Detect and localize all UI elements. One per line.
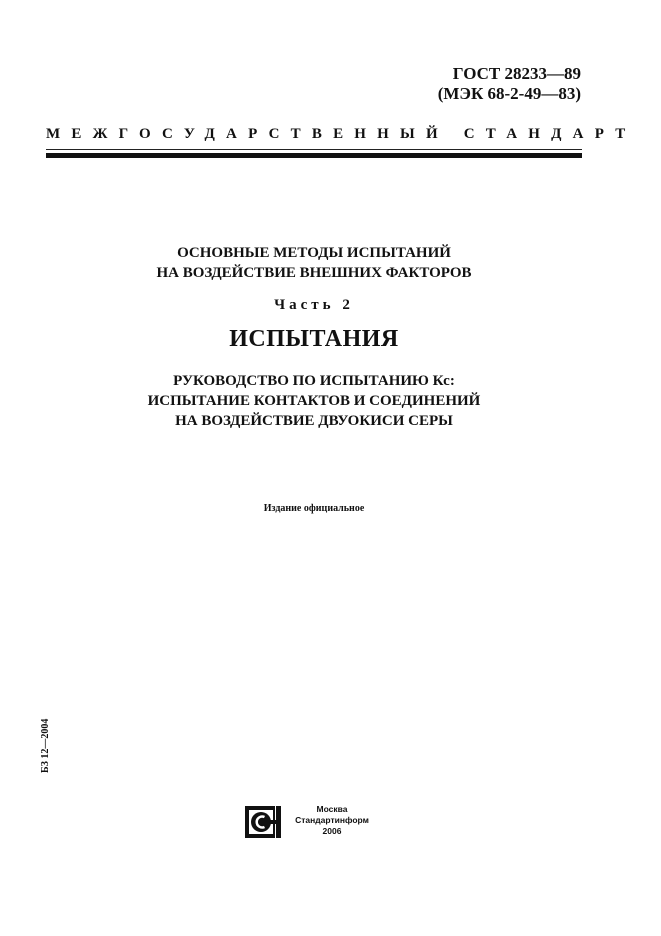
document-title [46,243,582,283]
iec-reference: (МЭК 68-2-49—83) [437,84,581,103]
standard-type-heading: МЕЖГОСУДАРСТВЕННЫЙ СТАНДАРТ [46,126,637,142]
document-subtitle [46,371,582,431]
subtitle-line-1: РУКОВОДСТВО ПО ИСПЫТАНИЮ Кс: [173,373,455,389]
imprint [287,804,377,837]
publisher-city: Москва [316,804,348,814]
document-designation [438,64,581,104]
title-line-1: ОСНОВНЫЕ МЕТОДЫ ИСПЫТАНИЙ [177,245,451,261]
title-line-2: НА ВОЗДЕЙСТВИЕ ВНЕШНИХ ФАКТОРОВ [156,265,472,281]
publisher-year: 2006 [322,826,342,836]
edition-label: Издание официальное [263,503,365,514]
gost-number: ГОСТ 28233—89 [452,64,581,83]
side-code: БЗ 12—2004 [40,718,51,773]
header-divider-thick [46,153,582,158]
header-divider-thin [46,149,582,150]
standartinform-logo-icon [245,804,285,840]
part-label: Часть 2 [274,297,354,313]
subtitle-line-3: НА ВОЗДЕЙСТВИЕ ДВУОКИСИ СЕРЫ [175,413,453,429]
section-title: ИСПЫТАНИЯ [229,326,399,352]
subtitle-line-2: ИСПЫТАНИЕ КОНТАКТОВ И СОЕДИНЕНИЙ [147,393,481,409]
publisher-name: Стандартинформ [295,815,369,825]
